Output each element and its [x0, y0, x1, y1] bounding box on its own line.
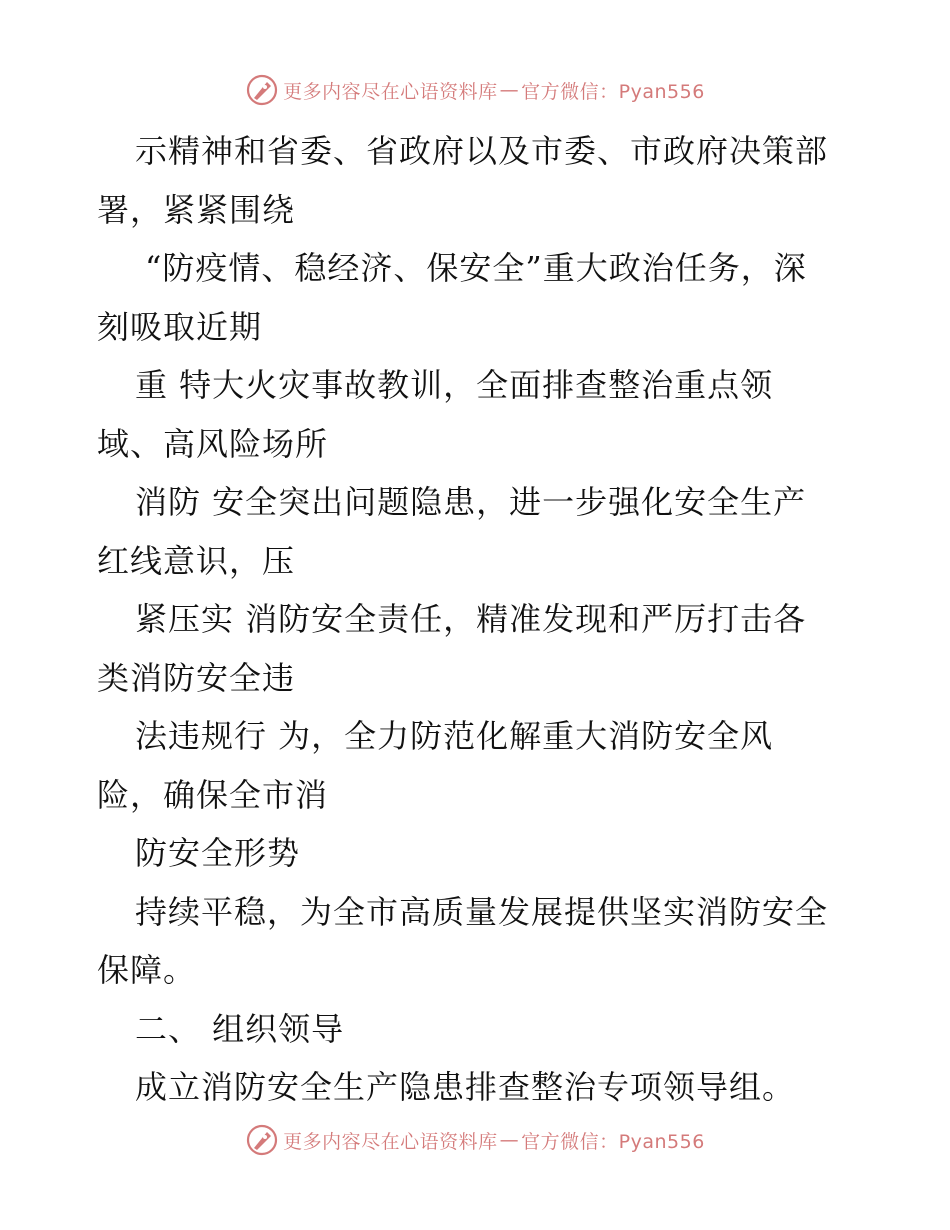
watermark-text: 更多内容尽在心语资料库: [283, 1130, 498, 1153]
text-line: 成立消防安全生产隐患排查整治专项领导组。: [135, 1068, 796, 1106]
text-line: 域、高风险场所: [97, 424, 329, 463]
text-line: 消防 安全突出问题隐患，进一步强化安全生产: [135, 483, 807, 521]
watermark-separator: —: [499, 1129, 520, 1151]
pen-nib-logo-icon: [245, 1123, 279, 1157]
text-line: 持续平稳，为全市高质量发展提供坚实消防安全: [135, 892, 829, 931]
watermark-contact: 官方微信：Pyan556: [521, 1130, 705, 1153]
text-line: 紧压实 消防安全责任，精准发现和严厉打击各: [135, 600, 807, 638]
text-line: 署，紧紧围绕: [97, 190, 296, 229]
text-line: 险，确保全市消: [97, 775, 329, 814]
text-line: 刻吸取近期: [97, 307, 263, 346]
watermark-separator: —: [499, 79, 520, 101]
text-line: 类消防安全违: [97, 658, 296, 697]
text-line: 红线意识，压: [97, 541, 296, 580]
text-line: “防疫情、稳经济、保安全”重大政治任务，深: [145, 249, 807, 287]
text-line: 防安全形势: [135, 834, 301, 872]
watermark-contact: 官方微信：Pyan556: [521, 80, 705, 103]
document-body: [97, 122, 857, 1117]
section-heading: 二、 组织领导: [135, 1009, 345, 1048]
text-line: 示精神和省委、省政府以及市委、市政府决策部: [135, 132, 829, 170]
text-line: 保障。: [97, 951, 197, 989]
pen-nib-logo-icon: [245, 73, 279, 107]
text-line: 法违规行 为，全力防范化解重大消防安全风: [135, 717, 774, 755]
watermark-text: 更多内容尽在心语资料库: [283, 80, 498, 103]
watermark-footer: [0, 1120, 950, 1160]
watermark-header: [0, 70, 950, 110]
text-line: 重 特大火灾事故教训，全面排查整治重点领: [135, 366, 774, 404]
